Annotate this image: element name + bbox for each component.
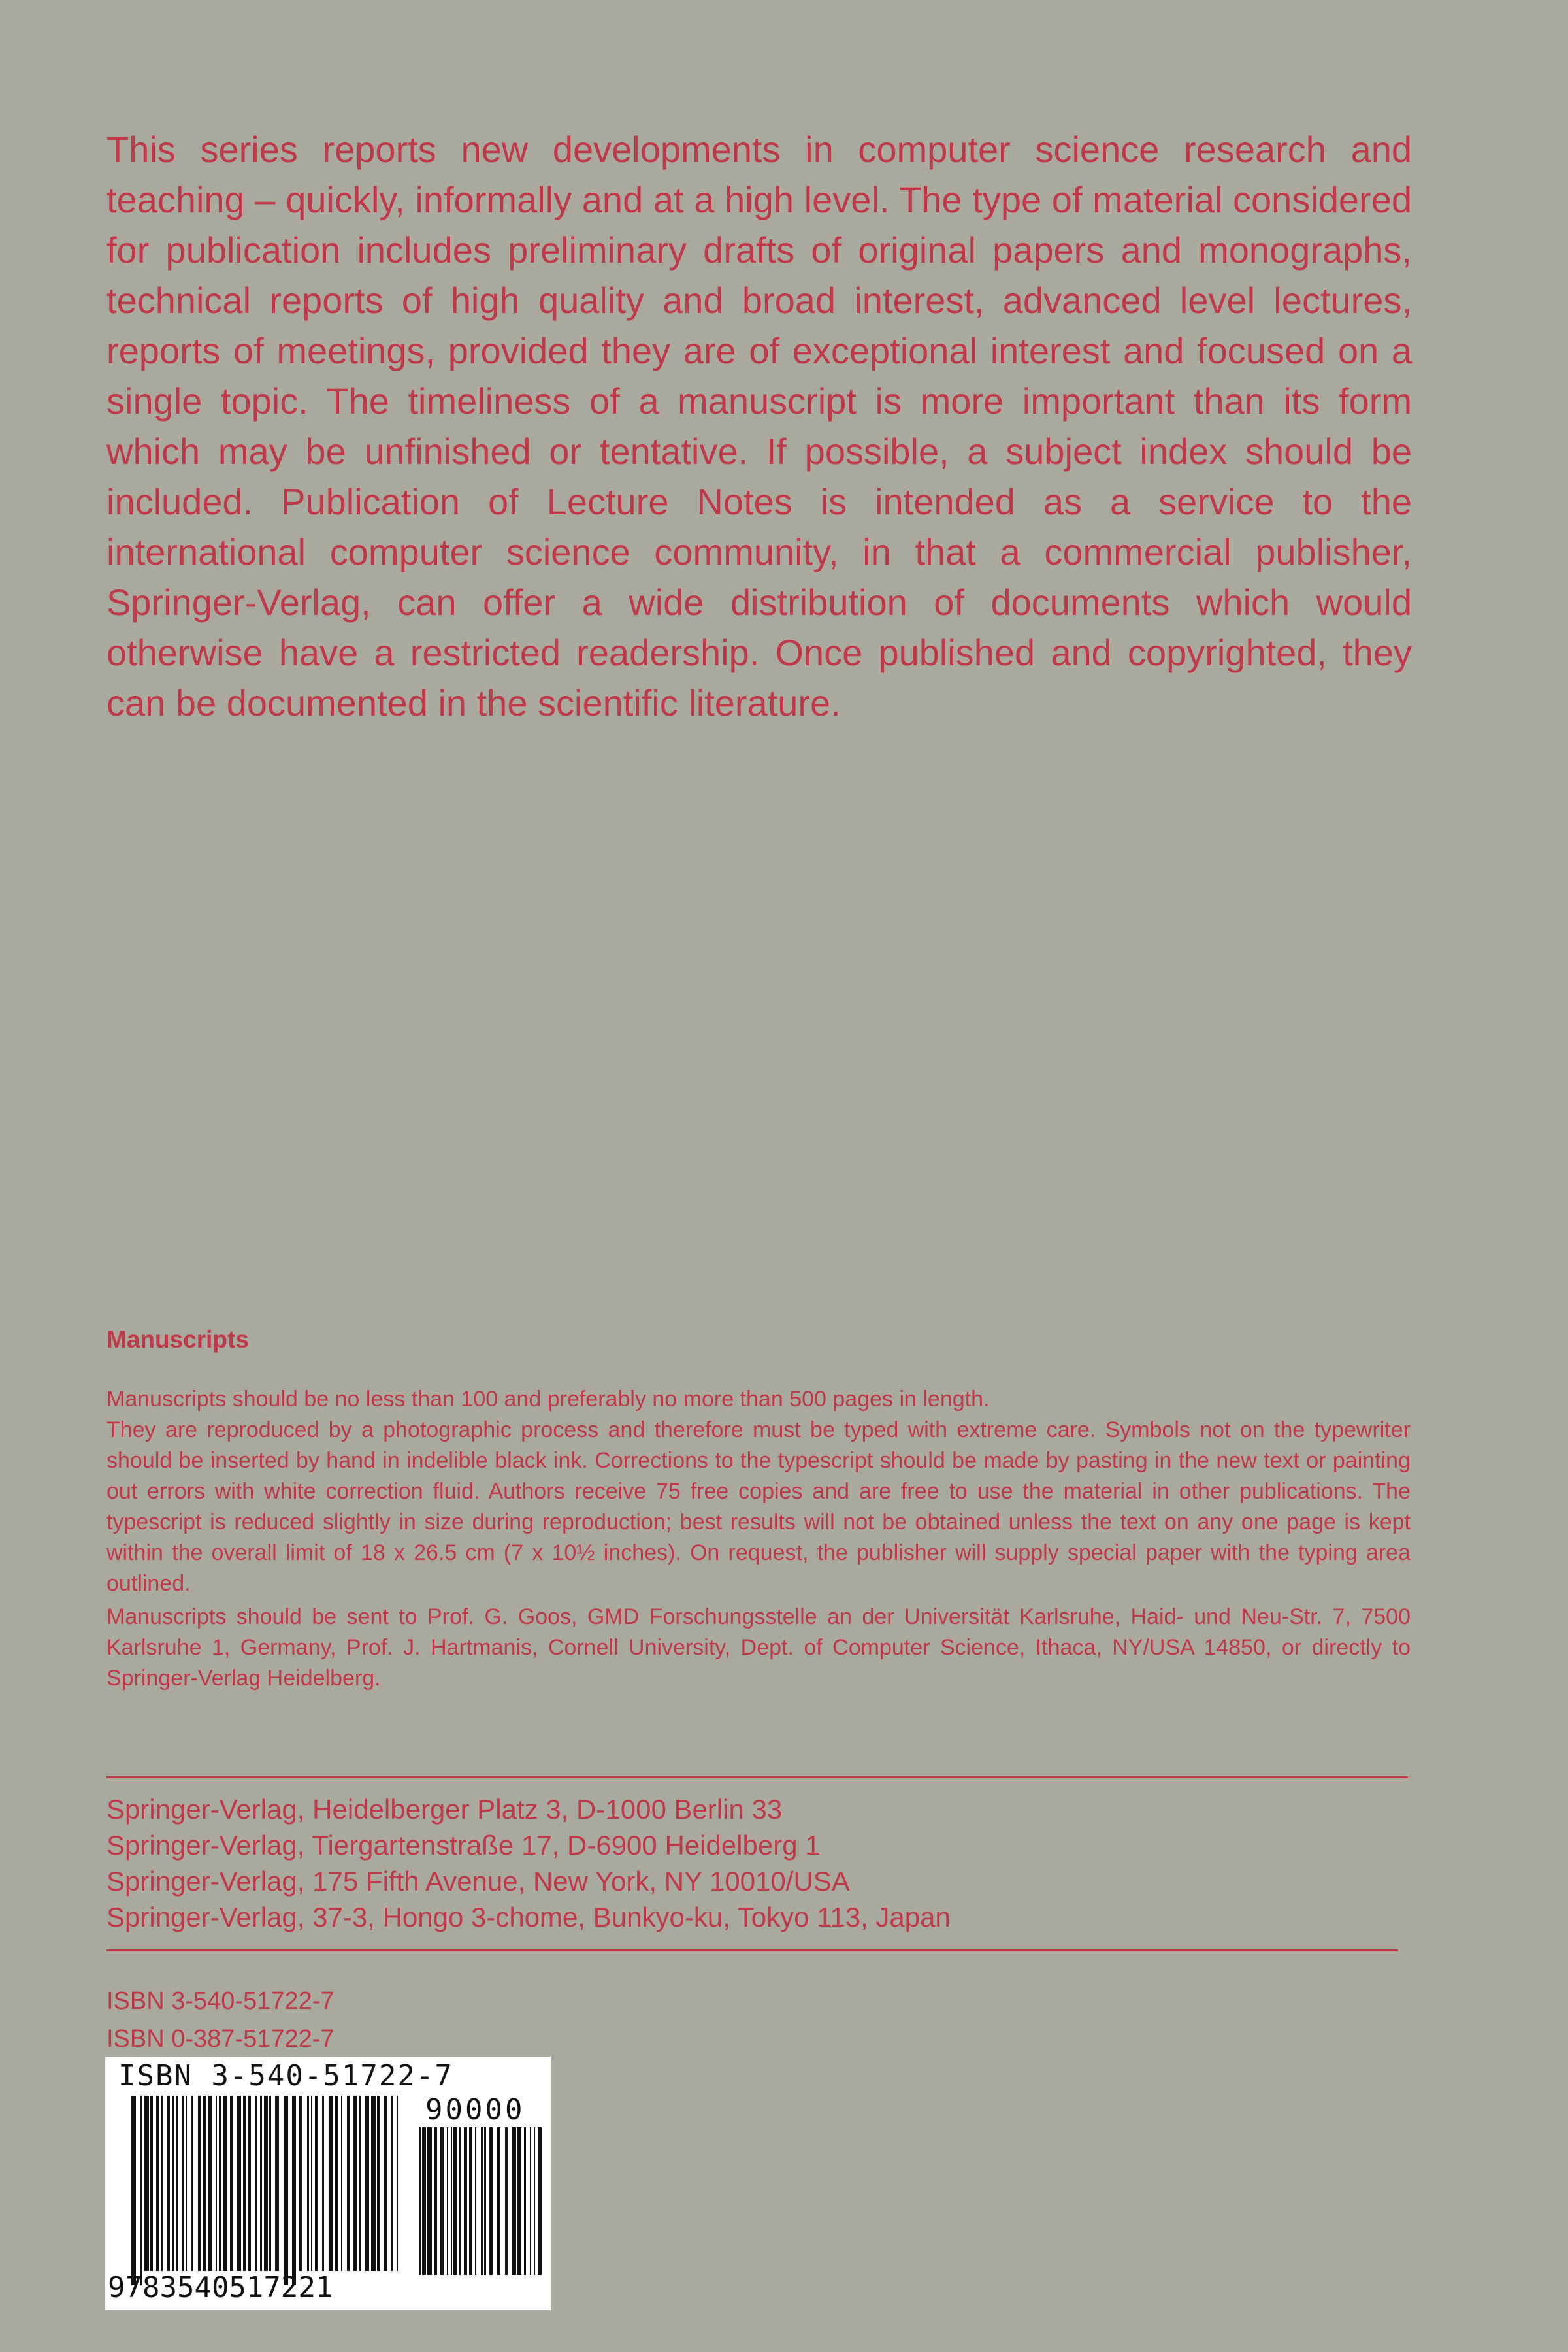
- barcode-bar: [469, 2127, 472, 2275]
- barcode-bars: [130, 2096, 404, 2285]
- barcode-bar: [371, 2096, 376, 2271]
- barcode-bar: [156, 2096, 159, 2271]
- barcode-bar: [459, 2127, 461, 2275]
- barcode-bar: [269, 2096, 271, 2271]
- barcode-bar: [451, 2127, 452, 2275]
- barcode-bar: [186, 2096, 187, 2271]
- barcode-bar: [237, 2096, 241, 2271]
- manuscripts-length-note: Manuscripts should be no less than 100 and preferably no more than 500 pages in length.: [106, 1387, 990, 1412]
- barcode-bar: [517, 2127, 521, 2275]
- barcode-bar: [243, 2096, 246, 2271]
- barcode-bar: [512, 2127, 516, 2275]
- barcode-bar: [534, 2127, 535, 2275]
- barcode-bar: [434, 2127, 437, 2275]
- barcode-bar: [377, 2096, 380, 2271]
- address-heidelberg: Springer-Verlag, Tiergartenstraße 17, D-6900 Heidelberg 1: [106, 1830, 821, 1861]
- barcode-bar: [144, 2096, 149, 2271]
- isbn-springer-berlin: ISBN 3-540-51722-7: [106, 1987, 335, 2015]
- address-new-york: Springer-Verlag, 175 Fifth Avenue, New York, NY 10010/USA: [106, 1866, 850, 1897]
- address-tokyo: Springer-Verlag, 37-3, Hongo 3-chome, Bunkyo-ku, Tokyo 113, Japan: [106, 1902, 951, 1932]
- barcode-bar: [275, 2096, 279, 2271]
- barcode-bar: [230, 2096, 233, 2271]
- barcode-bar: [475, 2127, 476, 2275]
- divider-top: [106, 1776, 1408, 1778]
- barcode-ean-text: 9783540517221: [108, 2271, 333, 2304]
- barcode-bar: [219, 2096, 221, 2271]
- barcode-bar: [203, 2096, 206, 2271]
- barcode-bar: [335, 2096, 338, 2271]
- barcode-bar: [167, 2096, 170, 2271]
- barcode-bar: [497, 2127, 500, 2275]
- barcode-bar: [422, 2127, 426, 2275]
- barcode-bar: [524, 2127, 526, 2275]
- barcode-bar: [391, 2096, 393, 2271]
- barcode-bar: [140, 2096, 142, 2285]
- barcode-bar: [264, 2096, 268, 2271]
- barcode-bar: [440, 2127, 444, 2275]
- barcode-bar: [315, 2096, 318, 2271]
- barcode-bar: [329, 2096, 333, 2271]
- barcode-bar: [191, 2096, 193, 2271]
- barcode-bar: [260, 2096, 262, 2271]
- barcode-bar: [481, 2127, 483, 2275]
- isbn-springer-new-york: ISBN 0-387-51722-7: [106, 2025, 335, 2053]
- barcode-bar: [419, 2127, 421, 2275]
- barcode-bar: [397, 2096, 398, 2271]
- isbn-barcode: [105, 2057, 551, 2310]
- barcode-bar: [341, 2096, 342, 2271]
- publisher-addresses: [106, 1791, 951, 1935]
- barcode-bar: [150, 2096, 153, 2271]
- barcode-bar: [299, 2096, 302, 2271]
- manuscripts-section: [106, 1323, 1411, 1694]
- barcode-isbn-text: ISBN 3-540-51722-7: [118, 2059, 453, 2093]
- barcode-bar: [530, 2127, 531, 2275]
- barcode-bar: [248, 2096, 251, 2271]
- barcode-bar: [172, 2096, 174, 2271]
- divider-bottom: [106, 1949, 1398, 1951]
- barcode-bar: [427, 2127, 432, 2275]
- barcode-addon-text: 90000: [425, 2093, 525, 2127]
- manuscripts-heading: Manuscripts: [106, 1326, 249, 1353]
- address-berlin: Springer-Verlag, Heidelberger Platz 3, D-1000 Berlin 33: [106, 1794, 783, 1825]
- barcode-bar: [447, 2127, 448, 2275]
- barcode-bar: [198, 2096, 201, 2271]
- barcode-bar: [538, 2127, 542, 2275]
- barcode-bar: [453, 2127, 457, 2275]
- barcode-bar: [365, 2096, 369, 2271]
- barcode-bar: [255, 2096, 257, 2271]
- barcode-bar: [284, 2096, 288, 2285]
- barcode-bar: [484, 2127, 486, 2275]
- manuscripts-submission-note: Manuscripts should be sent to Prof. G. Goos, GMD Forschungsstelle an der Universität Karlsruhe, Haid- und Neu-Str. 7, 7500 Karlsruhe 1, Germany, Prof. J. Hartmanis, Cornell University, Dept. of Computer Science, Ithaca, NY/USA 14850, or directly to Springer-Verlag Heidelberg.: [106, 1604, 1411, 1691]
- barcode-bar: [131, 2096, 136, 2285]
- barcode-bar: [208, 2096, 212, 2271]
- barcode-bar: [359, 2096, 361, 2271]
- barcode-bar: [322, 2096, 324, 2271]
- barcode-bar: [489, 2127, 493, 2275]
- barcode-bar: [292, 2096, 296, 2285]
- series-description: This series reports new developments in computer science research and teaching – quickly, informally and at a high level. The type of material considered for publication includes preliminary drafts of original papers and monographs, technical reports of high quality and broad interest, advanced level lectures, reports of meetings, provided they are of exceptional interest and focused on a single topic. The timeliness of a manuscript is more important than its form which may be unfinished or tentative. If possible, a subject index should be included. Publication of Lecture Notes is intended as a service to the international computer science community, in that a commercial publisher, Springer-Verlag, can offer a wide distribution of documents which would otherwise have a restricted readership. Once published and copyrighted, they can be documented in the scientific literature.: [106, 129, 1412, 723]
- barcode-addon-bars: [417, 2127, 542, 2275]
- manuscripts-typing-note: They are reproduced by a photographic process and therefore must be typed with extreme care. Symbols not on the typewriter should be inserted by hand in indelible black ink. Corrections to the typescript should be made by pasting in the new text or painting out errors with white correction fluid. Authors receive 75 free copies and are free to use the material in other publications. The typescript is reduced slightly in size during reproduction; best results will not be obtained unless the text on any one page is kept within the overall limit of 18 x 26.5 cm (7 x 10½ inches). On request, the publisher will supply special paper with the typing area outlined.: [106, 1417, 1411, 1596]
- barcode-bar: [505, 2127, 508, 2275]
- barcode-bar: [311, 2096, 312, 2271]
- barcode-bar: [384, 2096, 387, 2271]
- isbn-list: [106, 1982, 335, 2058]
- barcode-bar: [216, 2096, 217, 2271]
- barcode-bar: [161, 2096, 163, 2271]
- barcode-bar: [464, 2127, 467, 2275]
- barcode-bar: [347, 2096, 350, 2271]
- barcode-bar: [353, 2096, 357, 2271]
- barcode-bar: [176, 2096, 178, 2271]
- barcode-bar: [223, 2096, 227, 2271]
- barcode-bar: [182, 2096, 184, 2271]
- barcode-bar: [307, 2096, 309, 2271]
